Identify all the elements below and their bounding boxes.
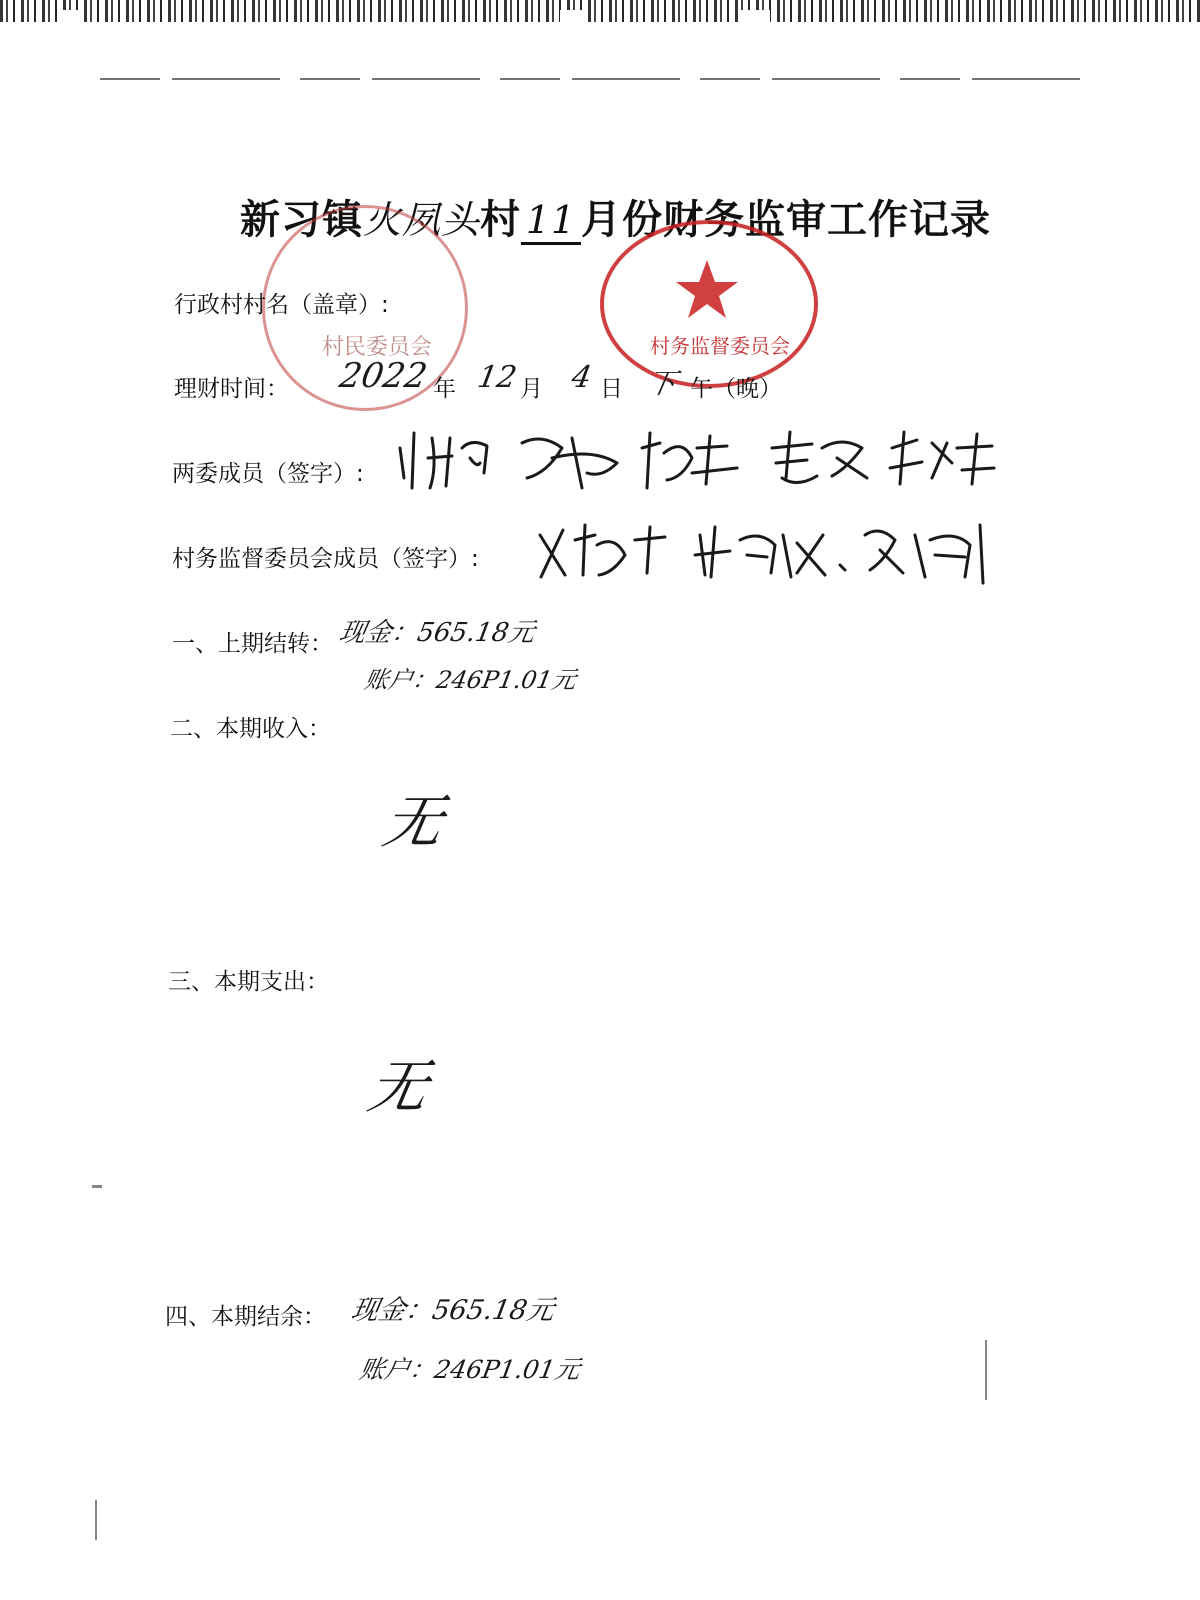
title-village: 火夙头: [363, 198, 481, 242]
supervision-committee-seal-text: 村务监督委员会: [650, 334, 790, 358]
balance-label: 四、本期结余：: [165, 1304, 326, 1330]
title-village-suffix: 村: [480, 197, 522, 243]
title-suffix: 月份财务监审工作记录: [581, 197, 992, 243]
supervision-label: 村务监督委员会成员（签字）:: [172, 546, 479, 572]
title-prefix: 新习镇: [240, 197, 363, 243]
scan-gap: [560, 10, 585, 24]
balance-account: 账户：246P1.01元: [357, 1355, 583, 1384]
date-label: 理财时间：: [174, 376, 289, 402]
village-committee-seal-text: 村民委员会: [322, 335, 433, 360]
carryover-label: 一、上期结转：: [172, 631, 333, 657]
period-unit: 午（晚）: [690, 376, 782, 402]
committee-label: 两委成员（签字）:: [172, 461, 364, 487]
scan-artifact-dashes: [100, 78, 1100, 80]
carryover-account: 账户：246P1.01元: [362, 666, 579, 694]
seal-star-icon: [675, 258, 739, 320]
date-month: 12: [474, 360, 520, 395]
day-unit: 日: [600, 376, 623, 402]
scan-gap: [740, 10, 770, 24]
supervision-signatures: [535, 515, 995, 585]
date-day: 4: [568, 360, 595, 395]
scan-artifact-top: [0, 0, 1200, 22]
income-value: 无: [378, 788, 449, 856]
balance-cash: 现金：565.18元: [348, 1295, 557, 1326]
expense-value: 无: [363, 1053, 434, 1121]
scan-gap: [60, 10, 80, 24]
year-unit: 年: [433, 376, 456, 402]
carryover-cash: 现金：565.18元: [336, 618, 538, 648]
date-year: 2022: [336, 356, 431, 396]
committee-signatures: [392, 418, 1012, 498]
income-label: 二、本期收入：: [170, 716, 331, 742]
date-period: 下: [644, 367, 679, 400]
scan-mark: [92, 1185, 102, 1188]
expense-label: 三、本期支出：: [168, 969, 329, 995]
scan-mark: [95, 1500, 97, 1540]
scan-mark: [985, 1340, 987, 1400]
month-unit: 月: [520, 376, 543, 402]
village-name-label: 行政村村名（盖章）:: [174, 292, 389, 318]
title-month: 11: [521, 198, 581, 245]
